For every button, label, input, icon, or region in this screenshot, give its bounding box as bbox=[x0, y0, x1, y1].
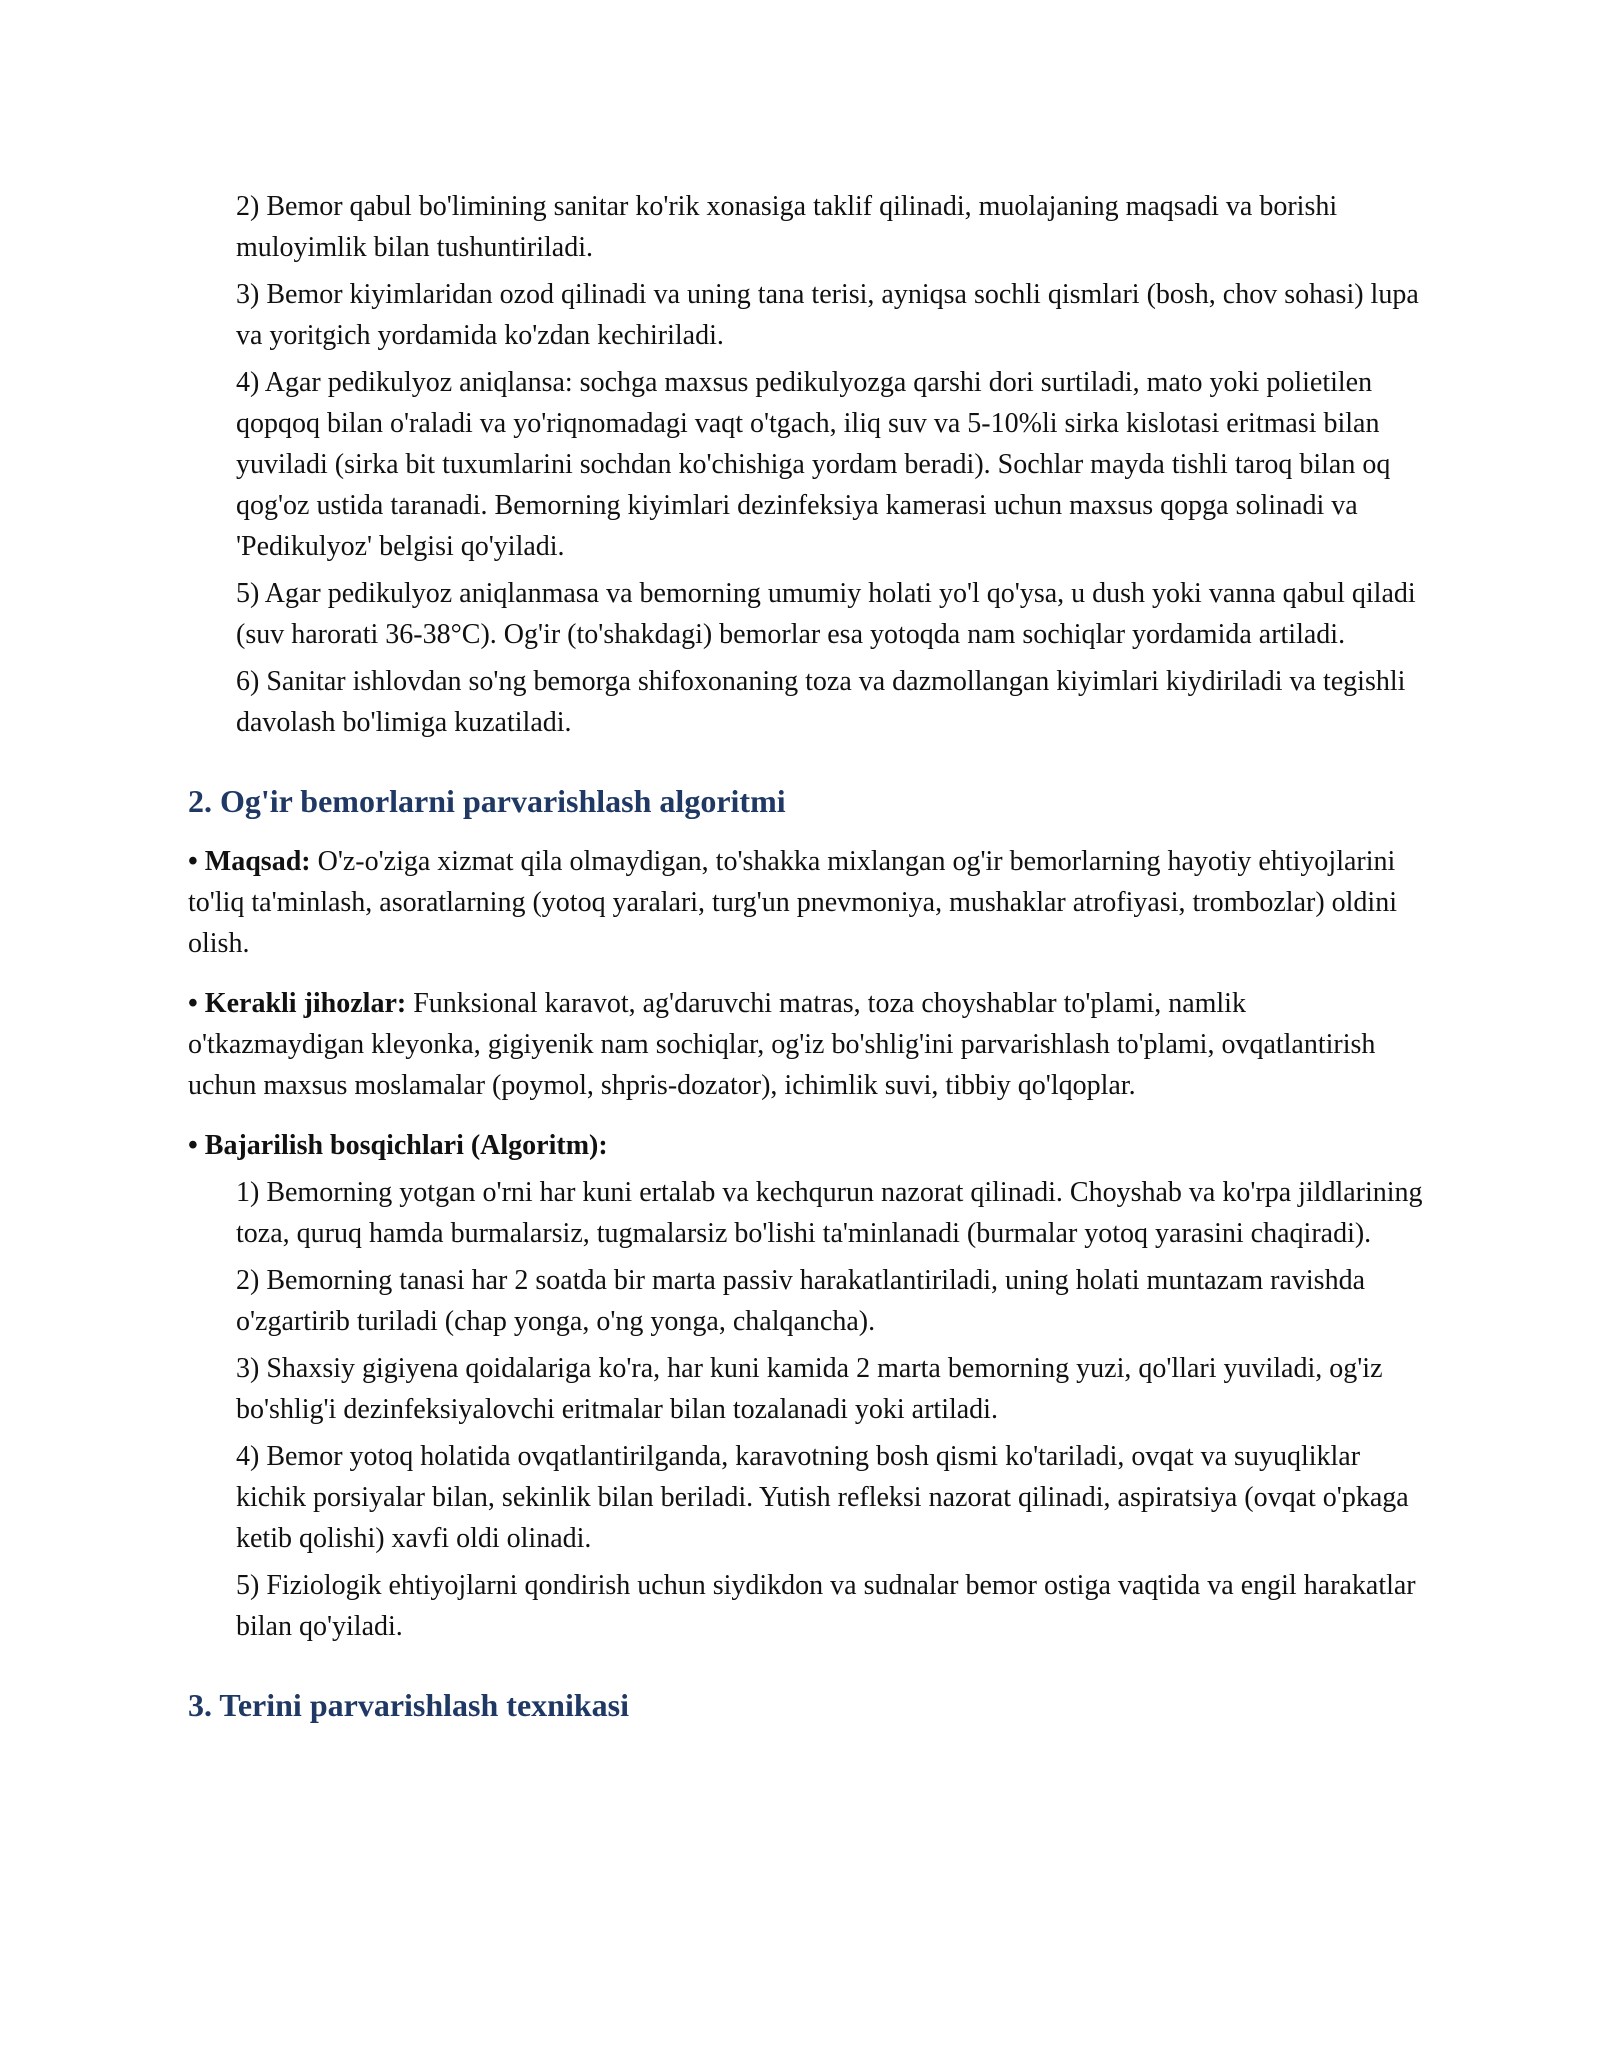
goal-text: O'z-o'ziga xizmat qila olmaydigan, to'shakka mixlangan og'ir bemorlarning hayotiy ehtiyojlarini to'liq ta'minlash, asoratlarning (yotoq yaralari, turg'un pnevmoniya, mushaklar atrofiyasi, trombozlar) oldini olish. bbox=[188, 846, 1397, 959]
list-item: 3) Bemor kiyimlaridan ozod qilinadi va uning tana terisi, ayniqsa sochli qismlari (bosh, chov sohasi) lupa va yoritgich yordamida ko'zdan kechiriladi. bbox=[236, 279, 1419, 351]
care-steps-list bbox=[188, 1172, 1428, 1647]
list-item: 6) Sanitar ishlovdan so'ng bemorga shifoxonaning toza va dazmollangan kiyimlari kiydiriladi va tegishli davolash bo'limiga kuzatiladi. bbox=[236, 666, 1406, 738]
list-item: 4) Agar pedikulyoz aniqlansa: sochga maxsus pedikulyozga qarshi dori surtiladi, mato yoki polietilen qopqoq bilan o'raladi va yo'riqnomadagi vaqt o'tgach, iliq suv va 5-10%li sirka kislotasi eritmasi bilan yuviladi (sirka bit tuxumlarini sochdan ko'chishiga yordam beradi). Sochlar mayda tishli taroq bilan oq qog'oz ustida taranadi. Bemorning kiyimlari dezinfeksiya kamerasi uchun maxsus qopga solinadi va 'Pedikulyoz' belgisi qo'yiladi. bbox=[236, 367, 1391, 562]
list-item: 4) Bemor yotoq holatida ovqatlantirilganda, karavotning bosh qismi ko'tariladi, ovqat va suyuqliklar kichik porsiyalar bilan, sekinlik bilan beriladi. Yutish refleksi nazorat qilinadi, aspiratsiya (ovqat o'pkaga ketib qolishi) xavfi oldi olinadi. bbox=[236, 1441, 1409, 1554]
goal-label: • Maqsad: bbox=[188, 846, 311, 877]
algorithm-paragraph bbox=[188, 1125, 1428, 1166]
goal-paragraph bbox=[188, 841, 1428, 964]
section-heading: 3. Terini parvarishlash texnikasi bbox=[188, 1687, 629, 1723]
document-body bbox=[188, 186, 1428, 1745]
list-item: 5) Fiziologik ehtiyojlarni qondirish uchun siydikdon va sudnalar bemor ostiga vaqtida va engil harakatlar bilan qo'yiladi. bbox=[236, 1570, 1416, 1642]
list-item: 1) Bemorning yotgan o'rni har kuni ertalab va kechqurun nazorat qilinadi. Choyshab va ko'rpa jildlarining toza, quruq hamda burmalarsiz, tugmalarsiz bo'lishi ta'minlanadi (burmalar yotoq yarasini chaqiradi). bbox=[236, 1177, 1423, 1249]
list-item: 2) Bemorning tanasi har 2 soatda bir marta passiv harakatlantiriladi, uning holati muntazam ravishda o'zgartirib turiladi (chap yonga, o'ng yonga, chalqancha). bbox=[236, 1265, 1366, 1337]
section-heading: 2. Og'ir bemorlarni parvarishlash algoritmi bbox=[188, 783, 786, 819]
list-item: 2) Bemor qabul bo'limining sanitar ko'rik xonasiga taklif qilinadi, muolajaning maqsadi va borishi muloyimlik bilan tushuntiriladi. bbox=[236, 191, 1338, 263]
list-item: 5) Agar pedikulyoz aniqlanmasa va bemorning umumiy holati yo'l qo'ysa, u dush yoki vanna qabul qiladi (suv harorati 36-38°C). Og'ir (to'shakdagi) bemorlar esa yotoqda nam sochiqlar yordamida artiladi. bbox=[236, 578, 1416, 650]
equipment-paragraph bbox=[188, 983, 1428, 1106]
equipment-label: • Kerakli jihozlar: bbox=[188, 988, 407, 1019]
algorithm-label: • Bajarilish bosqichlari (Algoritm): bbox=[188, 1130, 608, 1161]
sanitization-steps-list bbox=[188, 186, 1428, 743]
equipment-text: Funksional karavot, ag'daruvchi matras, toza choyshablar to'plami, namlik o'tkazmaydigan kleyonka, gigiyenik nam sochiqlar, og'iz bo'shlig'ini parvarishlash to'plami, ovqatlantirish uchun maxsus moslamalar (poymol, shpris-dozator), ichimlik suvi, tibbiy qo'lqoplar. bbox=[188, 988, 1376, 1101]
list-item: 3) Shaxsiy gigiyena qoidalariga ko'ra, har kuni kamida 2 marta bemorning yuzi, qo'llari yuviladi, og'iz bo'shlig'i dezinfeksiyalovchi eritmalar bilan tozalanadi yoki artiladi. bbox=[236, 1353, 1383, 1425]
